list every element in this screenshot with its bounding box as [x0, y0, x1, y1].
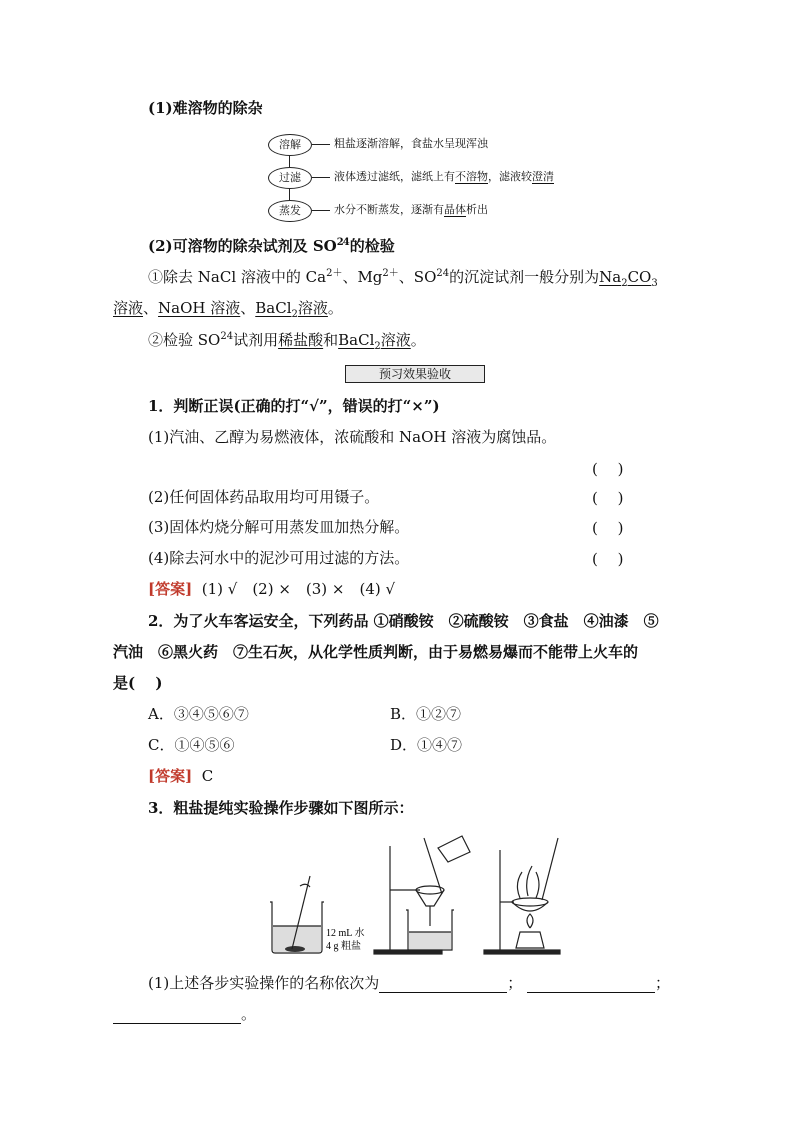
section-2-para-1-cont: 溶液、NaOH 溶液、BaCl$_2$溶液。 [113, 299, 343, 320]
question-3-stem: 3．粗盐提纯实验操作步骤如下图所示： [148, 799, 414, 817]
step-evaporate-desc: 水分不断蒸发，逐渐有晶体析出 [334, 203, 488, 216]
connector-line [312, 144, 330, 145]
option-b: B．①②⑦ [390, 705, 462, 723]
option-a: A．③④⑤⑥⑦ [148, 705, 249, 723]
section-banner: 预习效果验收 [345, 365, 485, 383]
dissolving-beaker [270, 876, 324, 953]
question-1-answer: [答案] (1) √ (2) × (3) × (4) √ [148, 580, 396, 598]
vertical-connector [289, 189, 290, 200]
question-1-item-1: (1)汽油、乙醇为易燃液体，浓硫酸和 NaOH 溶液为腐蚀品。 [148, 428, 557, 446]
option-d: D．①④⑦ [390, 736, 463, 754]
answer-paren: ( ) [592, 519, 624, 537]
question-1-item-2: (2)任何固体药品取用均可用镊子。 [148, 488, 380, 506]
answer-paren: ( ) [592, 489, 624, 507]
water-label: 12 mL 水 [326, 928, 365, 939]
question-2-line-1: 2．为了火车客运安全，下列药品 ①硝酸铵 ②硫酸铵 ③食盐 ④油漆 ⑤ [148, 612, 659, 630]
section-2-heading: (2)可溶物的除杂试剂及 SO$^{24}$的检验 [148, 237, 395, 255]
question-3-sub-1: (1)上述各步实验操作的名称依次为 ； ； [148, 974, 671, 992]
question-1-item-3: (3)固体灼烧分解可用蒸发皿加热分解。 [148, 518, 410, 536]
question-1-item-4: (4)除去河水中的泥沙可用过滤的方法。 [148, 549, 410, 567]
connector-line [312, 210, 330, 211]
answer-blank-2[interactable] [527, 976, 655, 993]
step-dissolve-desc: 粗盐逐渐溶解，食盐水呈现浑浊 [334, 137, 488, 150]
question-3-sub-1-cont: 。 [113, 1004, 256, 1024]
evaporation-apparatus [484, 838, 560, 954]
step-filter-oval: 过滤 [268, 167, 312, 189]
question-2-answer: [答案] C [148, 767, 214, 785]
section-2-para-2: ②检验 SO$^{24}$试剂用稀盐酸和BaCl$_2$溶液。 [148, 331, 426, 352]
connector-line [312, 177, 330, 178]
question-2-line-3: 是( ) [113, 674, 163, 692]
answer-paren: ( ) [592, 550, 624, 568]
section-2-para-1: ①除去 NaCl 溶液中的 $Ca^{2+}$、$Mg^{2+}$、SO$^{24}$的沉淀试剂一般分别为$Na_2CO_3$ [148, 268, 658, 289]
answer-blank-1[interactable] [379, 976, 507, 993]
lab-apparatus-figure [262, 828, 582, 958]
step-filter-desc: 液体透过滤纸，滤纸上有不溶物，滤液较澄清 [334, 170, 554, 183]
question-1-stem: 1．判断正误(正确的打“√”，错误的打“×”) [148, 397, 440, 415]
vertical-connector [289, 156, 290, 167]
step-evaporate-oval: 蒸发 [268, 200, 312, 222]
option-c: C．①④⑤⑥ [148, 736, 235, 754]
salt-label: 4 g 粗盐 [326, 941, 361, 952]
answer-blank-3[interactable] [113, 1007, 241, 1024]
step-dissolve-oval: 溶解 [268, 134, 312, 156]
question-2-line-2: 汽油 ⑥黑火药 ⑦生石灰，从化学性质判断，由于易燃易爆而不能带上火车的 [113, 643, 639, 661]
section-1-heading: (1)难溶物的除杂 [148, 99, 263, 117]
filtration-apparatus [374, 836, 470, 954]
answer-paren: ( ) [592, 460, 624, 478]
